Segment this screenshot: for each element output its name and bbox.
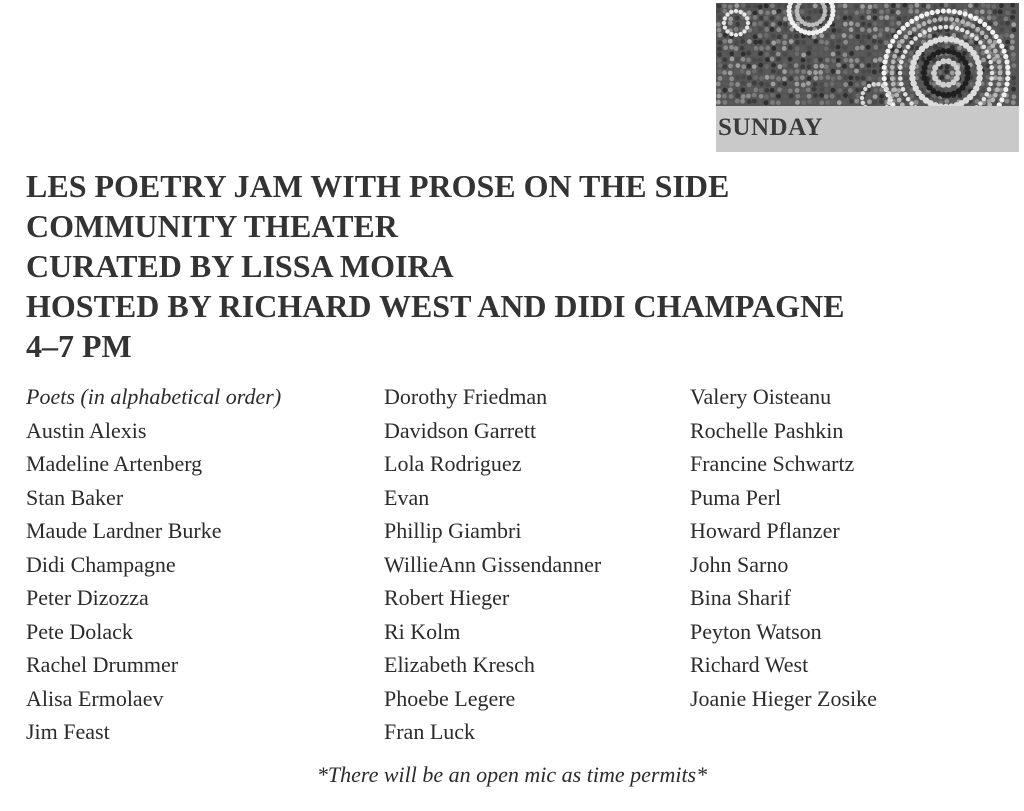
poet-name: Peyton Watson	[690, 618, 822, 644]
poet-name: Jim Feast	[26, 719, 110, 744]
mosaic-dot-pattern-image	[716, 3, 1019, 106]
poet-name: Phillip Giambri	[384, 518, 522, 543]
poet-name: Lola Rodriguez	[384, 451, 522, 476]
poet-name: Austin Alexis	[26, 417, 147, 443]
poet-name: Richard West	[690, 652, 809, 677]
poet-name: Francine Schwartz	[690, 451, 855, 476]
poet-name: John Sarno	[690, 551, 789, 577]
poet-name: Howard Pflanzer	[690, 518, 840, 543]
event-venue: COMMUNITY THEATER	[26, 208, 398, 244]
poet-name: Rachel Drummer	[26, 652, 179, 677]
day-banner	[716, 106, 1019, 152]
poet-name: Rochelle Pashkin	[690, 417, 844, 443]
poet-name: Pete Dolack	[26, 618, 133, 644]
poet-name: Evan	[384, 484, 430, 510]
poet-name: Fran Luck	[384, 719, 476, 744]
poet-name: Robert Hieger	[384, 585, 510, 610]
poet-name: Davidson Garrett	[384, 417, 537, 443]
poet-name: Alisa Ermolaev	[26, 685, 164, 711]
poet-name: Madeline Artenberg	[26, 451, 203, 476]
poet-name: Peter Dizozza	[26, 585, 149, 610]
poets-column-3	[690, 380, 877, 715]
event-title: LES POETRY JAM WITH PROSE ON THE SIDE	[26, 168, 730, 204]
poet-name: Ri Kolm	[384, 618, 461, 644]
event-curator: CURATED BY LISSA MOIRA	[26, 248, 454, 284]
poet-name: Maude Lardner Burke	[26, 518, 222, 543]
poet-name: Valery Oisteanu	[690, 384, 832, 409]
poet-name: Didi Champagne	[26, 551, 176, 577]
poet-name: Stan Baker	[26, 484, 124, 510]
poet-name: Dorothy Friedman	[384, 384, 548, 409]
poets-column-1	[26, 380, 281, 749]
event-time: 4–7 PM	[26, 328, 132, 364]
poets-caption: Poets (in alphabetical order)	[26, 384, 282, 409]
poets-column-2	[384, 380, 601, 749]
poet-name: Bina Sharif	[690, 585, 791, 610]
poet-name: Joanie Hieger Zosike	[690, 685, 877, 711]
open-mic-footnote: *There will be an open mic as time permits*	[316, 762, 708, 787]
event-headings	[26, 166, 1006, 366]
event-hosts: HOSTED BY RICHARD WEST AND DIDI CHAMPAGNE	[26, 288, 845, 324]
poet-name: WillieAnn Gissendanner	[384, 551, 602, 577]
poet-name: Elizabeth Kresch	[384, 652, 535, 677]
poet-name: Phoebe Legere	[384, 685, 516, 711]
poet-name: Puma Perl	[690, 484, 782, 510]
day-label: SUNDAY	[718, 114, 823, 141]
